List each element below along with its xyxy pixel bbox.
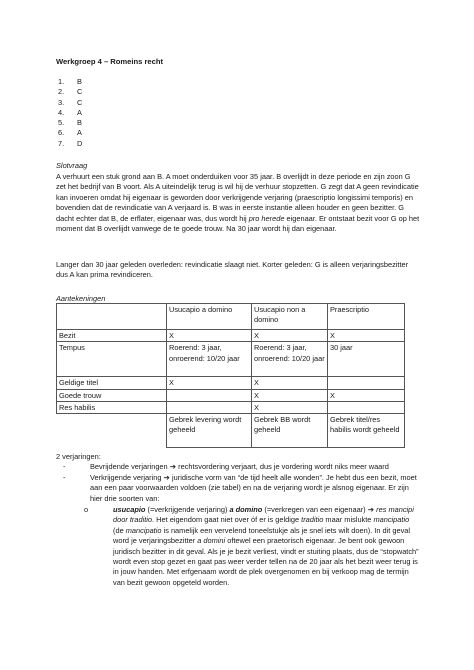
table-header-cell: Usucapio non a domino bbox=[252, 304, 328, 330]
italic-term: a domini bbox=[197, 536, 226, 546]
answer-value: C bbox=[77, 97, 83, 107]
answer-number: 6. bbox=[58, 128, 65, 138]
text-span: is namelijk een vervelend toneelstukje als je snel iets wilt doen). In dit geval word je verjaringsbezitter bbox=[113, 525, 411, 546]
term-a-domino: a domino bbox=[229, 505, 263, 514]
answer-item bbox=[58, 87, 420, 97]
answer-value: B bbox=[77, 118, 82, 128]
answer-item bbox=[58, 98, 420, 108]
table-cell bbox=[328, 377, 405, 389]
answer-number: 3. bbox=[58, 97, 65, 107]
table-cell: X bbox=[328, 330, 405, 342]
answer-number: 5. bbox=[58, 118, 65, 128]
paragraph-text: eigenaar. Er ontstaat bezit voor G op het moment dat B overlijdt vanwege de te goede trouw. Na 30 jaar wordt hij dan eigenaar. bbox=[56, 213, 420, 234]
answer-value: C bbox=[77, 87, 83, 97]
table-row bbox=[57, 342, 405, 377]
table-row-label: Bezit bbox=[57, 330, 167, 342]
slotvraag-heading: Slotvraag bbox=[56, 161, 88, 170]
table-header-cell: Usucapio a domino bbox=[167, 304, 252, 330]
answer-number: 1. bbox=[58, 77, 65, 86]
answer-item bbox=[58, 108, 420, 118]
table-row-label: Res habilis bbox=[57, 401, 167, 413]
table-cell: X bbox=[167, 330, 252, 342]
table-cell: X bbox=[252, 389, 328, 401]
table-row bbox=[57, 330, 405, 342]
list-item-term: Verkrijgende verjaring bbox=[90, 473, 164, 482]
answer-value: B bbox=[77, 77, 82, 86]
table-cell: Roerend: 3 jaar, onroerend: 10/20 jaar bbox=[167, 342, 252, 377]
arrow-icon: ➔ bbox=[163, 473, 170, 482]
list-item-text bbox=[90, 473, 422, 504]
circle-bullet-icon: o bbox=[84, 505, 89, 514]
table-header-row bbox=[57, 304, 405, 330]
table-header-cell bbox=[57, 304, 167, 330]
aantekeningen-heading: Aantekeningen bbox=[56, 294, 106, 303]
list-item-term: Bevrijdende verjaringen bbox=[90, 462, 170, 471]
table-cell: X bbox=[252, 401, 328, 413]
italic-term: mancipatio bbox=[373, 515, 410, 525]
answer-item bbox=[58, 77, 420, 87]
answer-list bbox=[58, 77, 420, 149]
table-cell: X bbox=[167, 377, 252, 389]
list-item-description: juridische vorm van “de tijd heelt alle wonden”. Je hebt dus een bezit, moet aan een paar voorwaarden voldoen (zie tabel) en na de verjaring wordt je alsnog eigenaar. Er zijn hier drie soorten van: bbox=[90, 473, 417, 503]
table-header-cell: Praescriptio bbox=[328, 304, 405, 330]
text-span: oftewel een praetorisch eigenaar. Je bent ook gewoon juridisch bezitter in dit geval. Als je je bezit verliest, vindt er stuiting plaats, dus de “stopwatch” wordt even stop gezet en gaat pas weer verder tellen na de 20 jaar als het bezit weer terug is in jouw handen. Met erfgenaam wordt de plek overgenomen en bij verkoop mag de termijn van bezit gewoon opgeteld worden. bbox=[113, 536, 419, 587]
table-row bbox=[57, 401, 405, 413]
document-title: Werkgroep 4 – Romeins recht bbox=[56, 57, 164, 66]
table-cell: X bbox=[252, 377, 328, 389]
answer-number: 4. bbox=[58, 107, 65, 117]
table-row bbox=[57, 389, 405, 401]
arrow-icon: ➔ bbox=[367, 505, 375, 514]
table-row-label: Goede trouw bbox=[57, 389, 167, 401]
table-cell bbox=[167, 401, 252, 413]
text-span: (de bbox=[113, 525, 126, 535]
conclusion-paragraph: Langer dan 30 jaar geleden overleden: revindicatie slaagt niet. Korter geleden: G is alleen verjaringsbezitter dus A kan prima revindiceren. bbox=[56, 260, 409, 280]
dash-marker: - bbox=[63, 462, 66, 471]
paragraph-text: A verhuurt een stuk grond aan B. A moet onderduiken voor 35 jaar. B overlijdt in deze periode en zijn zoon G zet het bedrijf van B voort. Als A uiteindelijk terug is wil hij de verhuur stopzetten. G zegt dat A geen revindicatie kan invoeren omdat hij eigenaar is geworden door verkrijgende verjaring (praescriptio longissimi temporis) en bovendien dat de revindicatie van A verjaard is. B was in eerste instantie alleen houder en geen bezitter. G dacht echter dat B, de erflater, eigenaar was, dus wordt hij bbox=[56, 172, 419, 223]
text-span: (=verkregen van een eigenaar) bbox=[262, 505, 368, 514]
table-footer-cell: Gebrek levering wordt geheeld bbox=[167, 414, 252, 448]
answer-number: 2. bbox=[58, 87, 65, 97]
answer-item bbox=[58, 128, 420, 138]
text-span: maar mislukte bbox=[323, 515, 374, 525]
verjaringen-heading: 2 verjaringen: bbox=[56, 452, 101, 461]
table-cell bbox=[328, 401, 405, 413]
table-footer-row bbox=[57, 414, 405, 448]
verjaring-table bbox=[56, 303, 405, 448]
sub-list-item-text bbox=[113, 505, 419, 588]
italic-term: mancipatio bbox=[125, 525, 162, 535]
table-row bbox=[57, 377, 405, 389]
table-footer-cell: Gebrek BB wordt geheeld bbox=[252, 414, 328, 448]
paragraph-term: pro herede bbox=[248, 213, 285, 223]
list-item-text bbox=[90, 462, 422, 472]
table-cell: X bbox=[252, 330, 328, 342]
term-usucapio: usucapio bbox=[113, 505, 146, 514]
table-footer-cell bbox=[57, 414, 167, 448]
italic-term: res mancipi door traditio bbox=[113, 505, 414, 525]
answer-item bbox=[58, 139, 420, 149]
table-row-label: Geldige titel bbox=[57, 377, 167, 389]
answer-value: A bbox=[77, 107, 82, 117]
dash-marker: - bbox=[63, 473, 66, 482]
table-footer-cell: Gebrek titel/res habilis wordt geheeld bbox=[328, 414, 405, 448]
table-row-label: Tempus bbox=[57, 342, 167, 377]
list-item-description: rechtsvordering verjaart, dus je vordering wordt niks meer waard bbox=[176, 462, 389, 471]
answer-value: A bbox=[77, 128, 82, 138]
table-cell: Roerend: 3 jaar, onroerend: 10/20 jaar bbox=[252, 342, 328, 377]
answer-number: 7. bbox=[58, 138, 65, 148]
arrow-icon: ➔ bbox=[169, 462, 177, 471]
table-cell: X bbox=[328, 389, 405, 401]
answer-item bbox=[58, 118, 420, 128]
text-span: . Het eigendom gaat niet over óf er is geldige bbox=[152, 515, 302, 525]
table-cell: 30 jaar bbox=[328, 342, 405, 377]
answer-value: D bbox=[77, 138, 83, 148]
table-cell bbox=[167, 389, 252, 401]
italic-term: traditio bbox=[301, 515, 324, 525]
text-span: (=verkrijgende verjaring) bbox=[145, 505, 230, 514]
slotvraag-paragraph bbox=[56, 172, 422, 234]
